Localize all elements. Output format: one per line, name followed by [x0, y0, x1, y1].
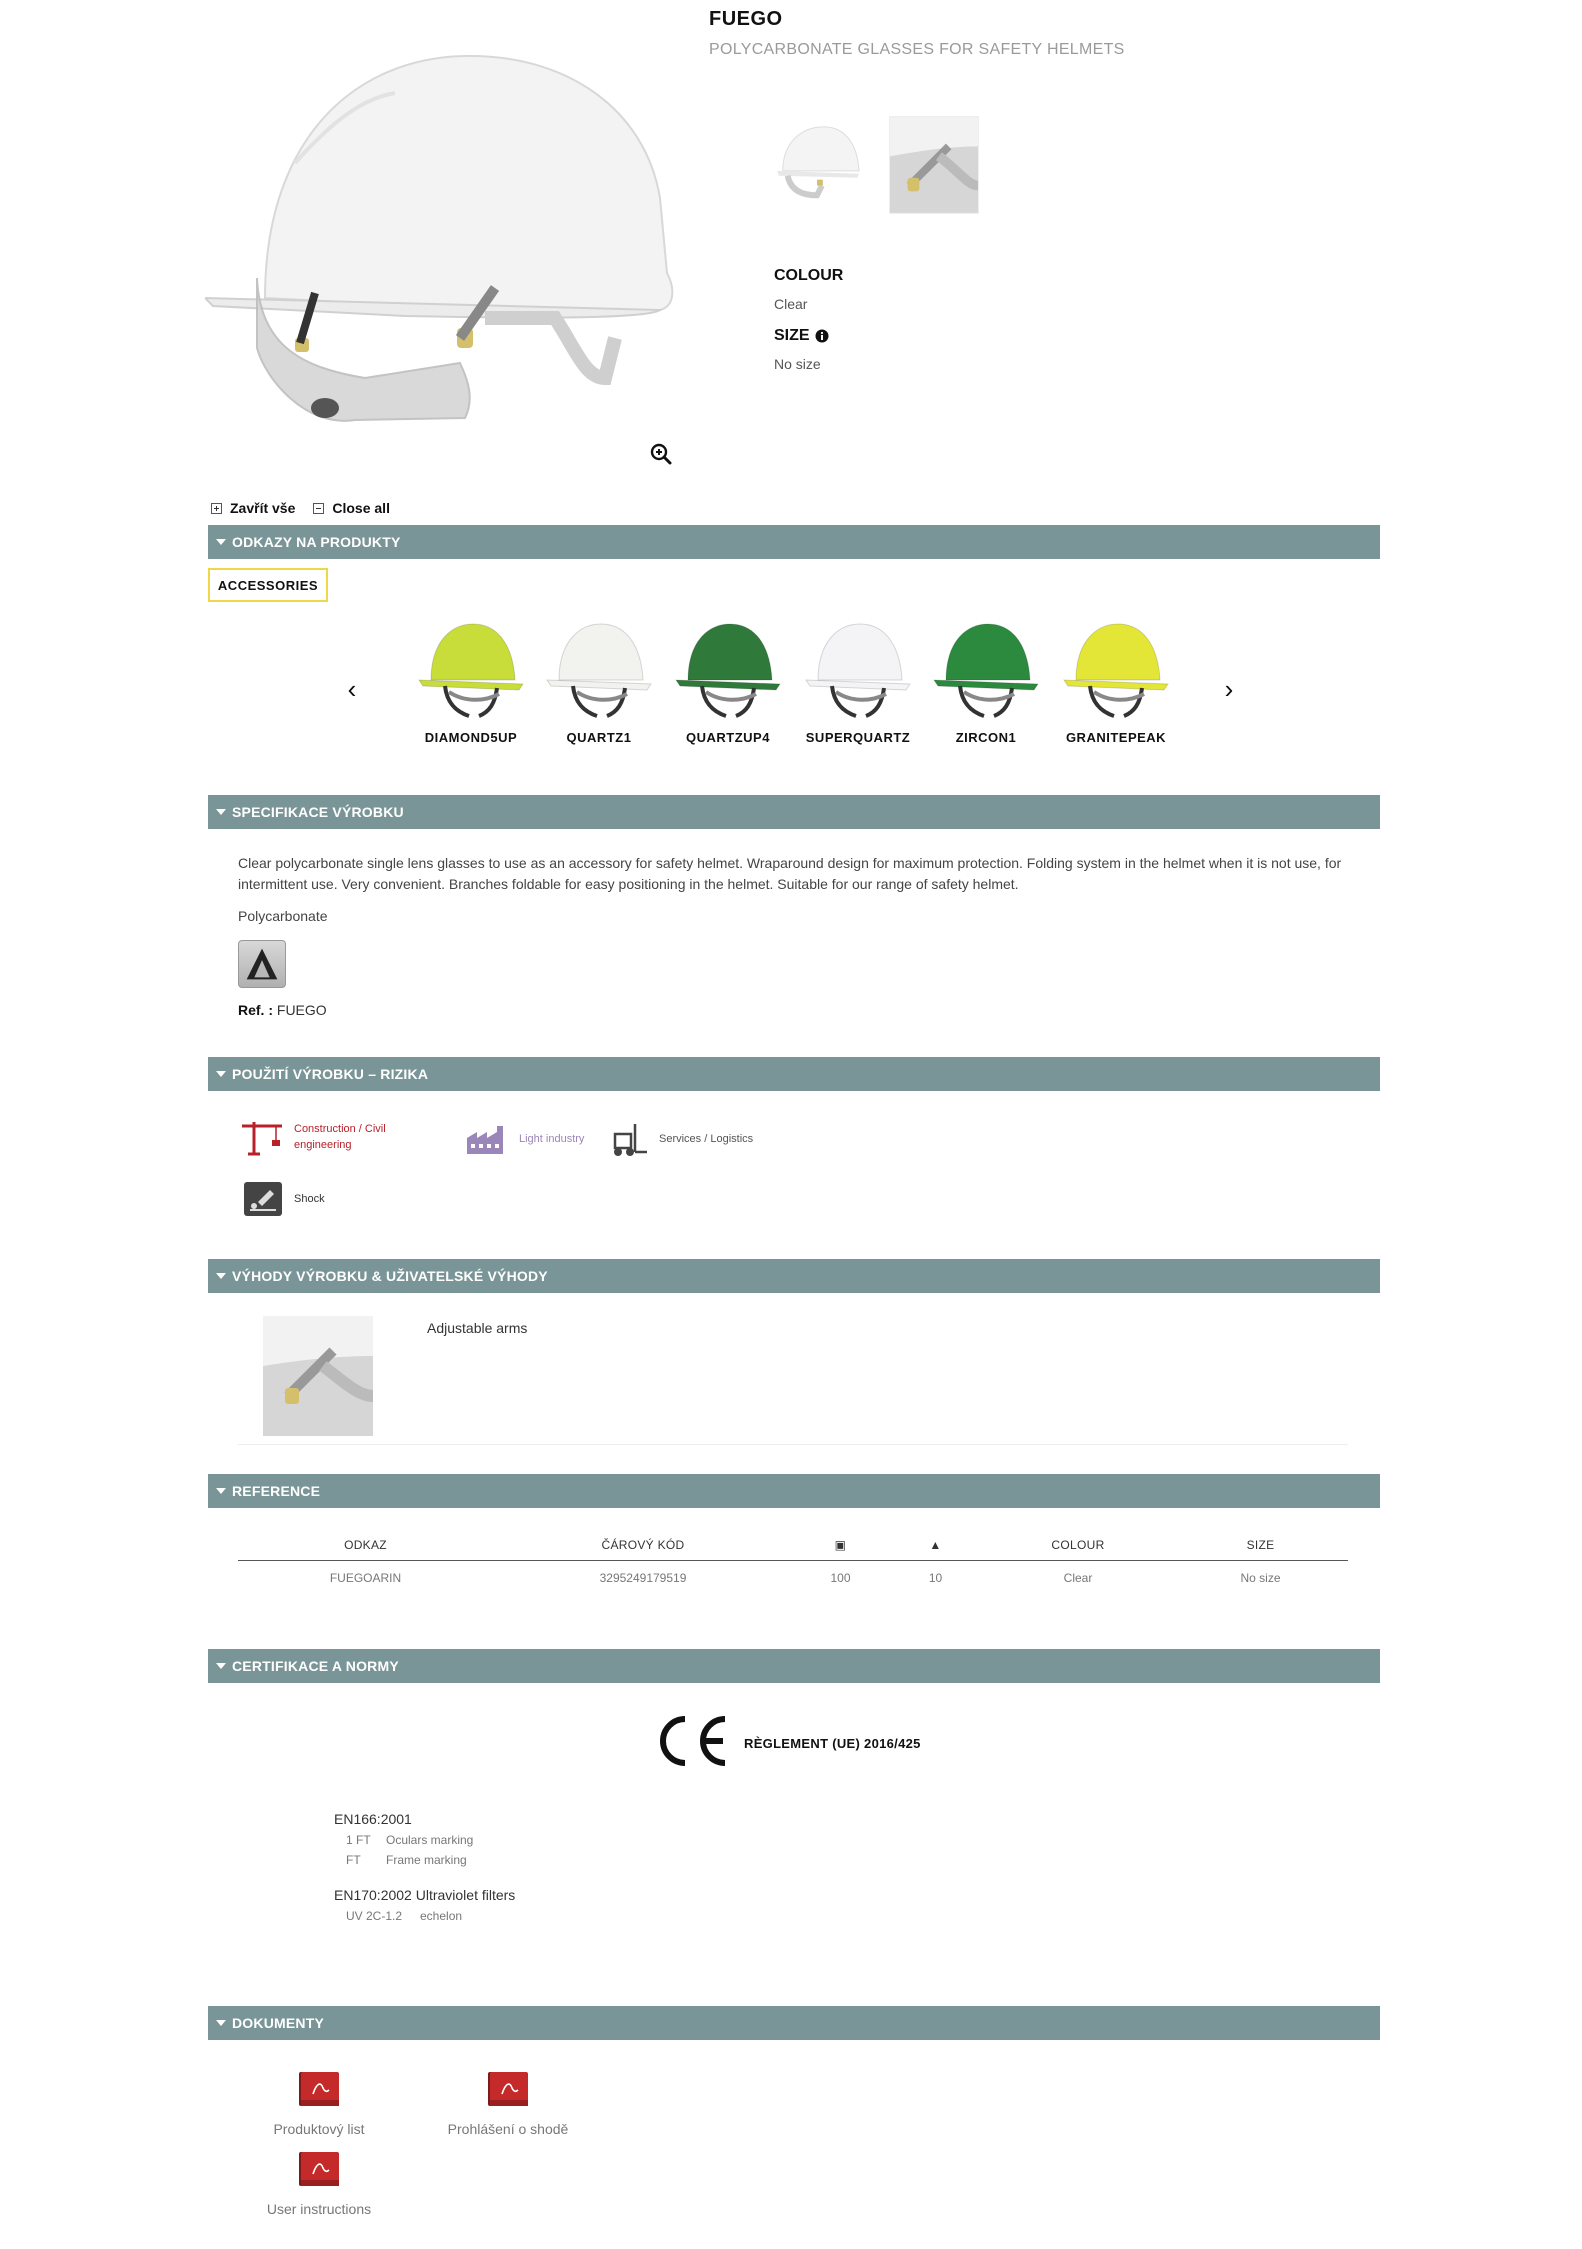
usage-label: Light industry [519, 1133, 585, 1145]
table-cell: 100 [830, 1571, 851, 1585]
caret-down-icon [216, 2020, 226, 2026]
spec-ref [238, 1002, 327, 1018]
section-usage-header[interactable] [208, 1057, 1380, 1091]
factory-icon [465, 1120, 509, 1158]
section-certification-header[interactable] [208, 1649, 1380, 1683]
forklift-icon [605, 1120, 649, 1158]
accessory-name: QUARTZ1 [566, 730, 632, 745]
usage-label: Construction / Civil engineering [294, 1123, 386, 1151]
accessory-item[interactable] [409, 612, 533, 745]
spec-ref-label: Ref. : [238, 1002, 273, 1018]
norm-row [346, 1833, 473, 1847]
caret-down-icon [216, 1273, 226, 1279]
accessory-name: GRANITEPEAK [1065, 730, 1167, 745]
helmet-icon [666, 612, 790, 722]
table-cell: 3295249179519 [599, 1571, 687, 1585]
product-main-image[interactable] [205, 48, 681, 436]
spec-material: Polycarbonate [238, 908, 328, 924]
size-value: No size [774, 356, 821, 372]
caret-down-icon [216, 1488, 226, 1494]
document-label: Prohlášení o shodě [447, 2121, 569, 2137]
accessory-name: QUARTZUP4 [686, 730, 770, 745]
caret-down-icon [216, 1071, 226, 1077]
regulation-text: RÈGLEMENT (UE) 2016/425 [744, 1736, 921, 1751]
document-product-sheet[interactable] [229, 2070, 409, 2137]
norm-row [346, 1909, 462, 1923]
norm-title: EN166:2001 [334, 1811, 412, 1827]
col-header: SIZE [1173, 1530, 1348, 1561]
table-cell: Clear [1063, 1571, 1093, 1585]
section-documents-header[interactable] [208, 2006, 1380, 2040]
document-declaration[interactable] [418, 2070, 598, 2137]
col-header: COLOUR [983, 1530, 1173, 1561]
accessory-item[interactable] [924, 612, 1048, 745]
close-all-link[interactable]: Close all [332, 500, 390, 516]
section-title: REFERENCE [232, 1483, 321, 1499]
colour-value: Clear [774, 296, 808, 312]
table-cell: No size [1240, 1571, 1281, 1585]
norm-code: UV 2C-1.2 [346, 1909, 403, 1923]
unit-icon: ▲ [888, 1530, 983, 1561]
carousel-prev-icon[interactable]: ‹ [347, 674, 357, 704]
table-header-row [238, 1530, 1348, 1561]
product-subtitle: POLYCARBONATE GLASSES FOR SAFETY HELMETS [709, 41, 1125, 58]
box-icon: ▣ [793, 1530, 888, 1561]
collapse-icon[interactable] [313, 503, 324, 514]
usage-light-industry [465, 1120, 584, 1158]
section-specs-header[interactable] [208, 795, 1380, 829]
section-title: SPECIFIKACE VÝROBKU [232, 804, 404, 820]
spec-description: Clear polycarbonate single lens glasses to use as an accessory for safety helmet. Wraparound design for maximum protection. Folding system in the helmet when it is not use, for intermittent use. Very convenient. Branches foldable for easy positioning in the helmet. Suitable for our range of safety helmet. [238, 855, 1342, 892]
section-advantages-header[interactable] [208, 1259, 1380, 1293]
document-label: User instructions [266, 2201, 372, 2217]
norm-code: FT [346, 1853, 361, 1867]
norm-code: 1 FT [346, 1833, 371, 1847]
pdf-icon [484, 2070, 532, 2110]
section-links-header[interactable] [208, 525, 1380, 559]
accessory-name: SUPERQUARTZ [805, 730, 911, 745]
section-title: VÝHODY VÝROBKU & UŽIVATELSKÉ VÝHODY [232, 1268, 548, 1284]
ce-mark-icon [655, 1711, 735, 1771]
usage-shock [240, 1180, 325, 1218]
carousel-next-icon[interactable]: › [1224, 674, 1234, 704]
usage-label: Services / Logistics [659, 1133, 754, 1145]
size-label-row [774, 327, 829, 345]
reference-table [238, 1530, 1348, 1595]
toggle-row [211, 500, 390, 516]
advantage-image[interactable] [263, 1316, 373, 1436]
product-title: FUEGO [709, 8, 783, 30]
spec-ref-value: FUEGO [276, 1002, 327, 1018]
section-title: DOKUMENTY [232, 2015, 325, 2031]
size-label: SIZE [774, 327, 810, 344]
section-reference-header[interactable] [208, 1474, 1380, 1508]
info-icon[interactable] [815, 329, 829, 343]
pdf-icon [295, 2070, 343, 2110]
accessory-item[interactable] [666, 612, 790, 745]
section-title: CERTIFIKACE A NORMY [232, 1658, 399, 1674]
norm-desc: Oculars marking [386, 1833, 474, 1847]
col-header: ČÁROVÝ KÓD [493, 1530, 793, 1561]
usage-logistics [605, 1120, 753, 1158]
accessory-item[interactable] [537, 612, 661, 745]
accessory-item[interactable] [796, 612, 920, 745]
table-cell: 10 [928, 1571, 943, 1585]
pdf-icon [295, 2150, 343, 2190]
document-label: Produktový list [273, 2121, 365, 2137]
accessory-name: ZIRCON1 [955, 730, 1017, 745]
col-header: ODKAZ [238, 1530, 493, 1561]
divider [238, 1444, 1348, 1445]
caret-down-icon [216, 1663, 226, 1669]
helmet-icon [796, 612, 920, 722]
shock-icon [240, 1180, 284, 1218]
norm-title: EN170:2002 Ultraviolet filters [334, 1887, 516, 1903]
delta-plus-logo-icon [238, 940, 286, 988]
caret-down-icon [216, 539, 226, 545]
section-title: POUŽITÍ VÝROBKU – RIZIKA [232, 1066, 429, 1082]
expand-all-link[interactable]: Zavřít vše [230, 500, 296, 516]
thumbnail-2[interactable] [889, 116, 979, 214]
table-cell: FUEGOARIN [329, 1571, 402, 1585]
helmet-icon [537, 612, 661, 722]
usage-construction [240, 1118, 394, 1156]
advantage-text: Adjustable arms [427, 1320, 528, 1336]
usage-label: Shock [294, 1193, 325, 1205]
norm-desc: echelon [420, 1909, 463, 1923]
helmet-icon [409, 612, 533, 722]
table-row [238, 1561, 1348, 1596]
expand-icon[interactable] [211, 503, 222, 514]
norm-row [346, 1853, 467, 1867]
accessory-item[interactable] [1054, 612, 1178, 745]
helmet-icon [924, 612, 1048, 722]
thumbnail-1[interactable] [772, 116, 862, 214]
section-title: ODKAZY NA PRODUKTY [232, 534, 401, 550]
helmet-icon [1054, 612, 1178, 722]
tab-accessories[interactable]: ACCESSORIES [208, 568, 328, 602]
colour-label: COLOUR [774, 267, 844, 284]
crane-icon [240, 1118, 284, 1156]
norm-desc: Frame marking [386, 1853, 467, 1867]
caret-down-icon [216, 809, 226, 815]
zoom-in-icon[interactable] [650, 443, 672, 465]
accessory-name: DIAMOND5UP [424, 730, 518, 745]
document-user-instructions[interactable] [229, 2150, 409, 2217]
